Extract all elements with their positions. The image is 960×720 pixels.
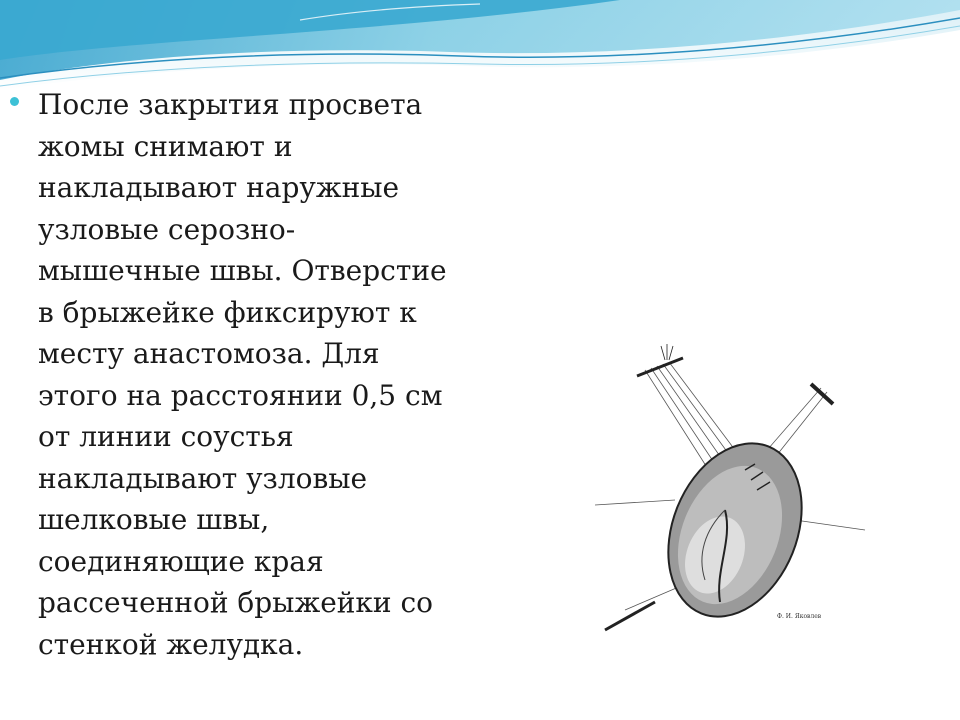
slide-body-text: После закрытия просвета жомы снимают и накладывают наружные узловые серозно- мышечные швы. Отверстие в брыжейке фиксируют к месту анастомоза. Для этого на расстоянии 0,5 см от линии соустья накладывают узловые шелковые швы, соединяющие края рассеченной брыжейки со стенкой желудка. [38, 88, 447, 661]
wave-header-decoration [0, 0, 960, 90]
illustration-signature: Ф. И. Яковлев [777, 613, 822, 620]
bullet-dot-icon [10, 97, 19, 106]
surgical-illustration [565, 340, 900, 690]
